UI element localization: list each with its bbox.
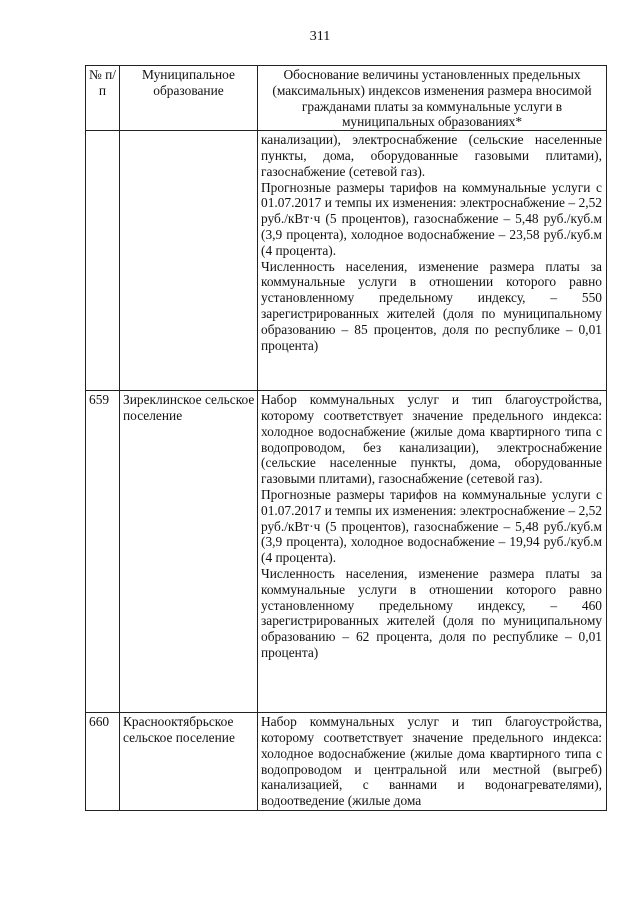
row-justification — [258, 713, 607, 811]
table-row — [86, 391, 607, 713]
row-municipality: Краснооктябрьское сельское поселение — [120, 713, 258, 811]
paragraph: Прогнозные размеры тарифов на коммунальные услуги с 01.07.2017 и темпы их изменения: электроснабжение – 2,52 руб./кВт·ч (5 процентов), газоснабжение – 5,48 руб./куб.м (3,9 процента), холодное водоснабжение – 23,58 руб./куб.м (4 процента). — [261, 179, 602, 258]
paragraph: Численность населения, изменение размера платы за коммунальные услуги в отношении которого равно установленному предельному индексу, – 460 зарегистрированных жителей (доля по муниципальному образованию – 62 процента, доля по республике – 0,01 процента) — [261, 565, 602, 660]
row-justification — [258, 131, 607, 391]
paragraph: Набор коммунальных услуг и тип благоустройства, которому соответствует значение предельного индекса: холодное водоснабжение (жилые дома квартирного типа с водопроводом, без канализации), электроснабжение (сельские населенные пункты, дома, оборудованные газовыми плитами), газоснабжение (сетевой газ). — [261, 392, 602, 487]
table-header-row — [86, 66, 607, 131]
row-municipality — [120, 131, 258, 391]
table-row — [86, 131, 607, 391]
row-municipality: Зиреклинское сельское поселение — [120, 391, 258, 713]
row-number — [86, 131, 120, 391]
row-number: 660 — [86, 713, 120, 811]
header-municipality: Муниципальное образование — [120, 66, 258, 131]
header-justification: Обоснование величины установленных предельных (максимальных) индексов изменения размера вносимой гражданами платы за коммунальные услуги в муниципальных образованиях* — [258, 66, 607, 131]
paragraph: Прогнозные размеры тарифов на коммунальные услуги с 01.07.2017 и темпы их изменения: электроснабжение – 2,52 руб./кВт·ч (5 процентов), газоснабжение – 5,48 руб./куб.м (3,9 процента), холодное водоснабжение – 19,94 руб./куб.м (4 процента). — [261, 486, 602, 566]
paragraph: Численность населения, изменение размера платы за коммунальные услуги в отношении которого равно установленному предельному индексу, – 550 зарегистрированных жителей (доля по муниципальному образованию – 85 процентов, доля по республике – 0,01 процента) — [261, 258, 602, 353]
row-number: 659 — [86, 391, 120, 713]
paragraph: Набор коммунальных услуг и тип благоустройства, которому соответствует значение предельного индекса: холодное водоснабжение (жилые дома квартирного типа с водопроводом и центральной или местной (выгреб) канализацией, с ваннами и водонагревателями), водоотведение (жилые дома — [261, 714, 602, 809]
paragraph: канализации), электроснабжение (сельские населенные пункты, дома, оборудованные газовыми плитами), газоснабжение (сетевой газ). — [261, 132, 602, 179]
row-justification — [258, 391, 607, 713]
page-number: 311 — [309, 29, 331, 44]
header-num: № п/п — [86, 66, 120, 131]
table-row — [86, 713, 607, 811]
tariff-table — [85, 65, 607, 811]
